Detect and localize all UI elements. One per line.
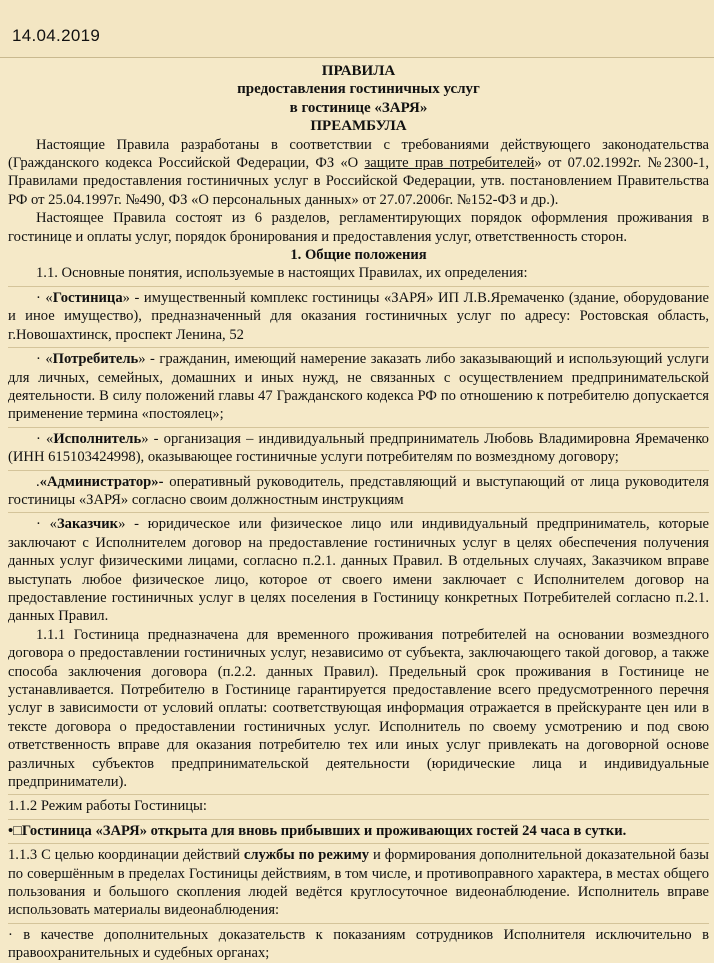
definitions-intro: 1.1. Основные понятия, используемые в настоящих Правилах, их определения:	[36, 265, 528, 282]
section-1-heading: 1. Общие положения	[290, 247, 427, 264]
divider	[8, 470, 709, 471]
clause-1-1-2: 1.1.2 Режим работы Гостиницы:	[8, 798, 207, 815]
doc-subtitle-1: предоставления гостиничных услуг	[237, 81, 480, 98]
divider	[8, 512, 709, 513]
definition-executor: · «Исполнитель» - организация – индивидуальный предприниматель Любовь Владимировна Яремаченко (ИНН 615103424998), оказывающее гостиничные услуги потребителям по возмездному договору;	[8, 430, 709, 466]
video-usage-item: · в качестве дополнительных доказательств к показаниям сотрудников Исполнителя исключительно в правоохранительных и судебных органах;	[8, 926, 709, 962]
divider	[8, 286, 709, 287]
opening-hours: •□Гостиница «ЗАРЯ» открыта для вновь прибывших и проживающих гостей 24 часа в сутки.	[8, 822, 627, 839]
clause-1-1-1: 1.1.1 Гостиница предназначена для временного проживания потребителей на основании возмездного договора о предоставлении гостиничных услуг, независимо от субъекта, заключающего такой договор, а также способа заключения договора (п.2.2. данных Правил). Предельный срок проживания в Гостинице не устанавливается. Потребителю в Гостинице гарантируется предоставление всего предусмотренного перечня услуг в зависимости от условий оплаты: соответствующая информация отражается в прейскуранте цен или в тексте договора о предоставлении гостиничных услуг. Исполнитель по своему усмотрению и под свою ответственность вправе для оказания потребителю тех или иных услуг привлекать на договорной основе различных субъектов предпринимательской деятельности (юридические лица и индивидуальные предприниматели).	[8, 626, 709, 791]
definition-hotel: · «Гостиница» - имущественный комплекс гостиницы «ЗАРЯ» ИП Л.В.Яремаченко (здание, оборудование и иное имущество), предназначенный для оказания гостиничных услуг по адресу: Ростовская область, г.Новошахтинск, проспект Ленина, 52	[8, 289, 709, 343]
divider	[8, 923, 709, 924]
doc-title: ПРАВИЛА	[321, 63, 396, 79]
document-body	[0, 58, 714, 963]
definition-customer: · «Заказчик» - юридическое или физическое лицо или индивидуальный предприниматель, которые заключают с Исполнителем договор на предоставление гостиничных услуг в целях обеспечения получения данных услуг физическими лицами, согласно п.2.1. данных Правил. В отдельных случаях, Заказчиком вправе выступать любое физическое лицо, которое от своего имени заключает с Исполнителем договор на предоставление гостиничных услуг в целях поселения в Гостиницу конкретных Потребителей согласно п.2.1. данных Правил.	[8, 516, 709, 625]
preamble-paragraph-2: Настоящее Правила состоят из 6 разделов, регламентирующих порядок оформления проживания в гостинице и оплаты услуг, порядок бронирования и предоставления услуг, ответственность сторон.	[8, 210, 709, 245]
date-header	[0, 0, 714, 58]
divider	[8, 427, 709, 428]
divider	[8, 843, 709, 844]
doc-subtitle-2: в гостинице «ЗАРЯ»	[289, 99, 428, 116]
preamble-paragraph-1: Настоящие Правила разработаны в соответствии с требованиями действующего законодательства (Гражданского кодекса Российской Федерации, ФЗ «О защите прав потребителей» от 07.02.1992г. №2300-1, Правилами предоставления гостиничных услуг в Российской Федерации, утв. постановлением Правительства РФ от 25.04.1997г. №490, ФЗ «О персональных данных» от 27.07.2006г. №152-ФЗ и др.).	[8, 136, 709, 208]
consumer-rights-link[interactable]: защите прав потребителей	[364, 155, 535, 172]
preamble-heading: ПРЕАМБУЛА	[310, 118, 407, 135]
divider	[8, 794, 709, 795]
date-text: 14.04.2019	[12, 26, 101, 45]
clause-1-1-3: 1.1.3 С целью координации действий службы по режиму и формирования дополнительной доказательной базы по совершённым в пределах Гостиницы действиям, в том числе, и противоправного характера, в местах общего пользования и большого скопления людей ведётся круглосуточное видеонаблюдение. Исполнитель вправе использовать материалы видеонаблюдения:	[8, 847, 709, 919]
divider	[8, 347, 709, 348]
divider	[8, 819, 709, 820]
definition-consumer: · «Потребитель» - гражданин, имеющий намерение заказать либо заказывающий и использующий услуги для личных, семейных, домашних и иных нужд, не связанных с осуществлением предпринимательской деятельности. В силу положений главы 47 Гражданского кодекса РФ по отношению к потребителю допускается применение термина «постоялец»;	[8, 351, 709, 423]
definition-administrator: .«Администратор»- оперативный руководитель, представляющий и выступающий от лица руководителя гостиницы «ЗАРЯ» согласно своим должностным инструкциям	[8, 473, 709, 508]
